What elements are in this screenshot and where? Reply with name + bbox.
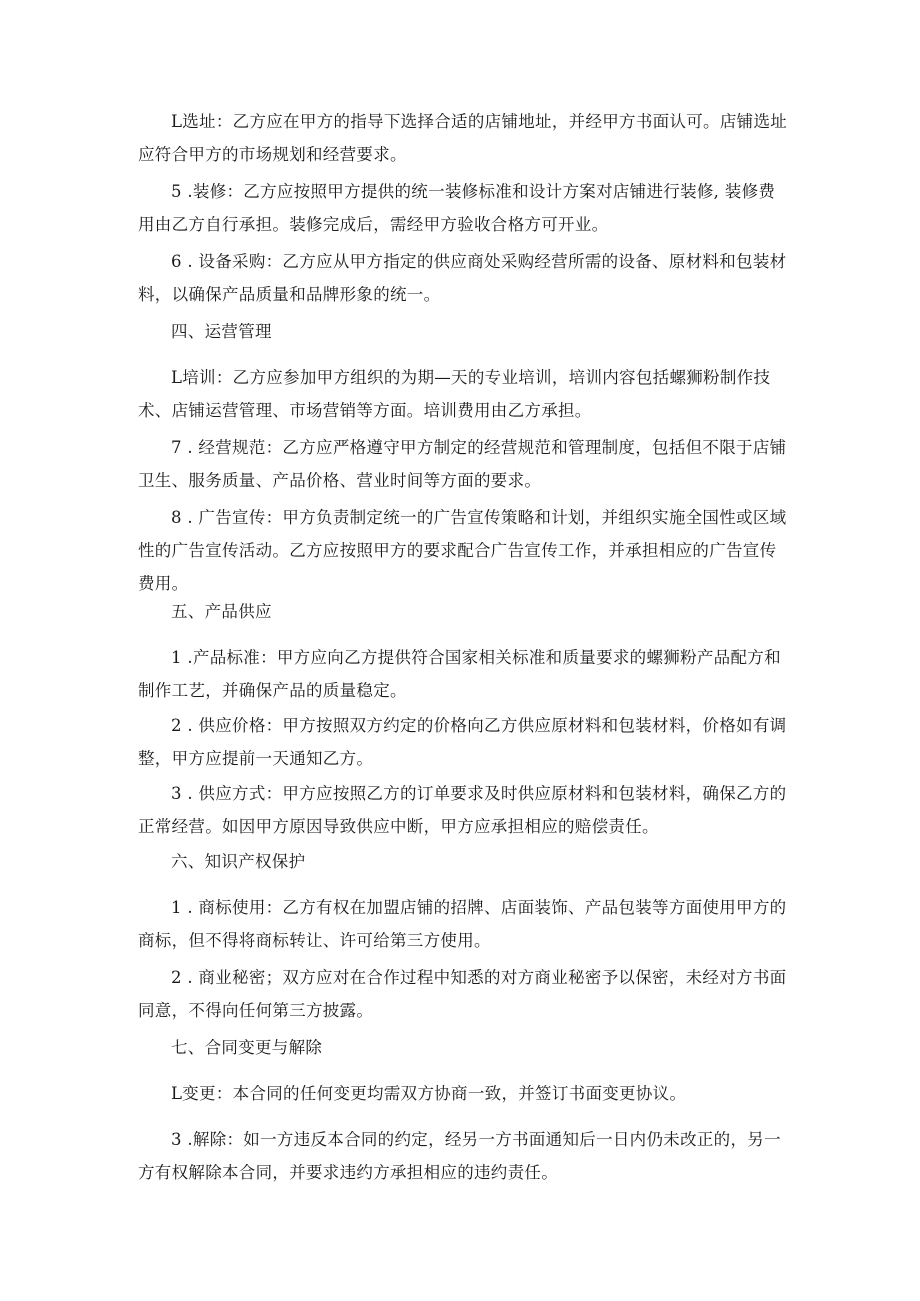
clause-business-standards: 7 . 经营规范：乙方应严格遵守甲方制定的经营规范和管理制度，包括但不限于店铺卫生、服务质量、产品价格、营业时间等方面的要求。	[138, 438, 787, 490]
clause-trademark: 1 . 商标使用：乙方有权在加盟店铺的招牌、店面装饰、产品包装等方面使用甲方的商标，但不得将商标转让、许可给第三方使用。	[138, 898, 787, 950]
clause-product-standard: 1 .产品标准：甲方应向乙方提供符合国家相关标准和质量要求的螺狮粉产品配方和制作工艺，并确保产品的质量稳定。	[138, 648, 781, 700]
section-heading-supply: 五、产品供应	[171, 602, 272, 621]
clause-decoration: 5 .装修：乙方应按照甲方提供的统一装修标准和设计方案对店铺进行装修, 装修费用由乙方自行承担。装修完成后，需经甲方验收合格方可开业。	[138, 182, 776, 234]
clause-site-selection: L选址：乙方应在甲方的指导下选择合适的店铺地址，并经甲方书面认可。店铺选址应符合甲方的市场规划和经营要求。	[138, 112, 788, 164]
clause-equipment-purchase: 6 . 设备采购：乙方应从甲方指定的供应商处采购经营所需的设备、原材料和包装材料，以确保产品质量和品牌形象的统一。	[138, 252, 787, 304]
clause-supply-price: 2 . 供应价格：甲方按照双方约定的价格向乙方供应原材料和包装材料，价格如有调整，甲方应提前一天通知乙方。	[138, 716, 787, 768]
clause-supply-method: 3 . 供应方式：甲方应按照乙方的订单要求及时供应原材料和包装材料，确保乙方的正常经营。如因甲方原因导致供应中断，甲方应承担相应的赔偿责任。	[138, 784, 787, 836]
section-heading-operations: 四、运营管理	[171, 322, 272, 341]
clause-trade-secret: 2 . 商业秘密；双方应对在合作过程中知悉的对方商业秘密予以保密，未经对方书面同意，不得向任何第三方披露。	[138, 968, 787, 1020]
clause-change: L变更：本合同的任何变更均需双方协商一致，并签订书面变更协议。	[171, 1084, 687, 1103]
clause-termination: 3 .解除：如一方违反本合同的约定，经另一方书面通知后一日内仍未改正的，另一方有权解除本合同，并要求违约方承担相应的违约责任。	[138, 1130, 781, 1182]
section-heading-change-termination: 七、合同变更与解除	[171, 1038, 323, 1057]
clause-training: L培训：乙方应参加甲方组织的为期—天的专业培训，培训内容包括螺狮粉制作技术、店铺运营管理、市场营销等方面。培训费用由乙方承担。	[138, 368, 771, 420]
clause-advertising: 8 . 广告宣传：甲方负责制定统一的广告宣传策略和计划，并组织实施全国性或区域性的广告宣传活动。乙方应按照甲方的要求配合广告宣传工作，并承担相应的广告宣传费用。	[138, 508, 787, 593]
section-heading-ip: 六、知识产权保护	[171, 852, 306, 871]
